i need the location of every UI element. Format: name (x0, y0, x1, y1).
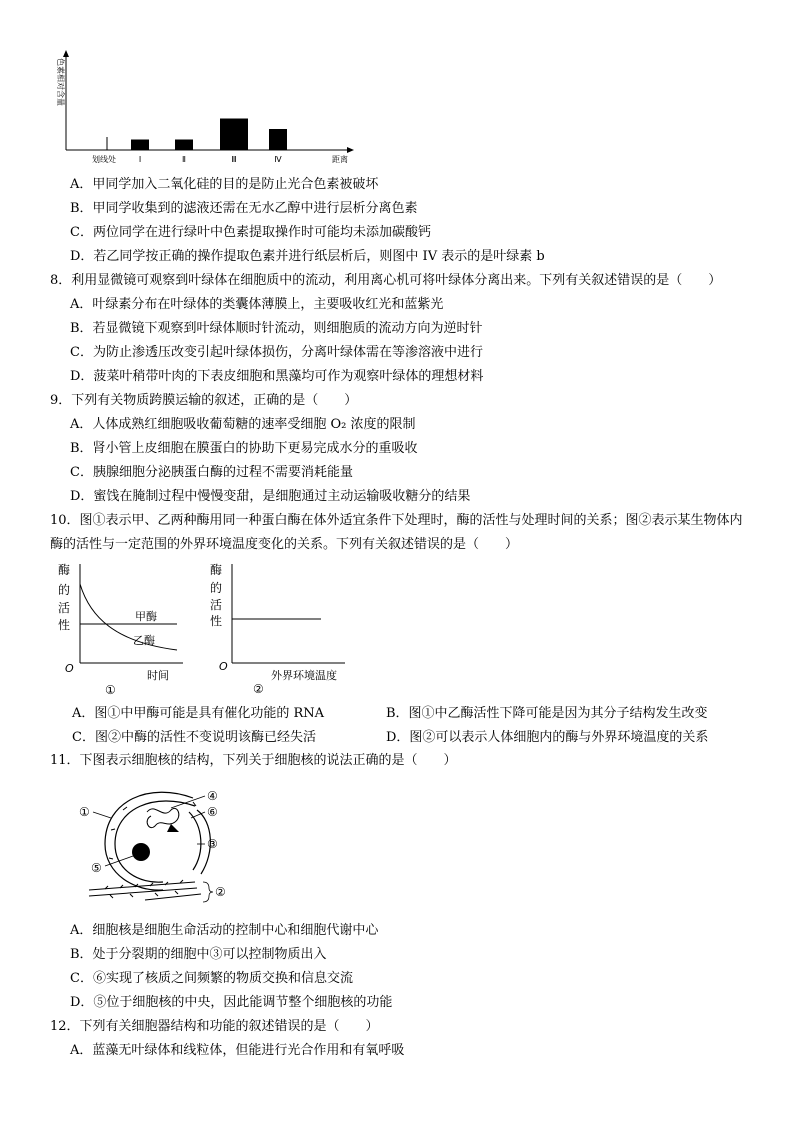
chart1-caption: ① (105, 683, 116, 697)
label-1: ① (79, 805, 90, 819)
chart1-ylabel-3: 活 (58, 601, 71, 615)
q8-stem: 8．利用显微镜可观察到叶绿体在细胞质中的流动，利用离心机可将叶绿体分离出来。下列有关叙述错误的是（ ） (50, 273, 722, 288)
q10-option-d: D．图②可以表示人体细胞内的酶与外界环境温度的关系 (386, 730, 709, 745)
chart1-ylabel-1: 酶 (58, 563, 71, 577)
q7-option-d: D．若乙同学按正确的操作提取色素并进行纸层析后，则图中 IV 表示的是叶绿素 b (70, 249, 545, 264)
chart2-ylabel-4: 性 (210, 614, 223, 628)
chart2-ylabel-2: 的 (210, 581, 223, 595)
chart1-xlabel: 时间 (147, 669, 169, 682)
chart-ylabel: 色素相对含量 (56, 58, 65, 106)
nucleus-diagram (75, 782, 235, 910)
tick-label-3: Ⅲ (231, 155, 237, 164)
chart2-origin: O (219, 660, 228, 673)
q11-stem: 11．下图表示细胞核的结构，下列关于细胞核的说法正确的是（ ） (50, 753, 457, 768)
q8-option-d: D．菠菜叶稍带叶肉的下表皮细胞和黑藻均可作为观察叶绿体的理想材料 (70, 369, 484, 384)
q10-stem: 10．图①表示甲、乙两种酶用同一种蛋白酶在体外适宜条件下处理时，酶的活性与处理时间的关系；图②表示某生物体内酶的活性与一定范围的外界环境温度变化的关系。下列有关叙述错误的是（ ） (50, 513, 743, 552)
x-axis-arrow (347, 147, 354, 153)
chromatin-arrowhead (167, 824, 179, 832)
series-yi-label: 乙酶 (133, 634, 155, 647)
series-jia-label: 甲酶 (135, 610, 157, 623)
q11-option-c: C．⑥实现了核质之间频繁的物质交换和信息交流 (70, 971, 353, 986)
q10-option-b: B．图①中乙酶活性下降可能是因为其分子结构发生改变 (386, 706, 708, 721)
bar-4 (269, 129, 287, 150)
brace-2 (203, 882, 213, 902)
q7-option-b: B．甲同学收集到的滤液还需在无水乙醇中进行层析分离色素 (70, 201, 418, 216)
q11-option-b: B．处于分裂期的细胞中③可以控制物质出入 (70, 947, 327, 962)
nucleolus (132, 843, 150, 861)
label-6: ⑥ (207, 805, 218, 819)
bar-3 (220, 119, 248, 151)
enzyme-chart-1 (55, 562, 195, 700)
leader-1 (93, 812, 111, 818)
enzyme-chart-2 (205, 562, 365, 700)
bar-1 (131, 140, 149, 151)
bar-2 (175, 140, 193, 151)
q9-option-d: D．蜜饯在腌制过程中慢慢变甜，是细胞通过主动运输吸收糖分的结果 (70, 489, 471, 504)
q8-option-c: C．为防止渗透压改变引起叶绿体损伤，分离叶绿体需在等渗溶液中进行 (70, 345, 483, 360)
chart2-ylabel-1: 酶 (210, 563, 223, 577)
chart2-ylabel-3: 活 (210, 598, 223, 612)
q8-option-a: A．叶绿素分布在叶绿体的类囊体薄膜上，主要吸收红光和蓝紫光 (70, 297, 444, 312)
label-5: ⑤ (91, 861, 102, 875)
tick-label-1: Ⅰ (138, 155, 142, 164)
label-3: ③ (207, 837, 218, 851)
q11-option-a: A．细胞核是细胞生命活动的控制中心和细胞代谢中心 (70, 923, 379, 938)
label-4: ④ (207, 789, 218, 803)
tick-label-2: Ⅱ (182, 155, 186, 164)
q10-option-c: C．图②中酶的活性不变说明该酶已经失活 (72, 730, 316, 745)
q9-option-b: B．肾小管上皮细胞在膜蛋白的协助下更易完成水分的重吸收 (70, 441, 418, 456)
endoplasmic-reticulum (89, 882, 201, 900)
nuclear-envelope-inner (115, 801, 195, 882)
q9-option-a: A．人体成熟红细胞吸收葡萄糖的速率受细胞 O₂ 浓度的限制 (70, 417, 416, 432)
q12-stem: 12．下列有关细胞器结构和功能的叙述错误的是（ ） (50, 1019, 379, 1034)
pigment-chart (40, 48, 370, 168)
chart1-ylabel-2: 的 (58, 583, 71, 597)
nuclear-pore-marks (109, 802, 196, 859)
chart1-ylabel-4: 性 (58, 618, 71, 632)
q10-option-a: A．图①中甲酶可能是具有催化功能的 RNA (72, 706, 325, 721)
q11-option-d: D．⑤位于细胞核的中央，因此能调节整个细胞核的功能 (70, 995, 393, 1010)
q7-option-c: C．两位同学在进行绿叶中色素提取操作时可能均未添加碳酸钙 (70, 225, 431, 240)
series-yi-curve (80, 584, 177, 650)
chromatin (147, 808, 179, 827)
q7-option-a: A．甲同学加入二氧化硅的目的是防止光合色素被破坏 (70, 177, 379, 192)
label-2: ② (215, 885, 226, 899)
tick-label-4: Ⅳ (274, 155, 282, 164)
q8-option-b: B．若显微镜下观察到叶绿体顺时针流动，则细胞质的流动方向为逆时针 (70, 321, 483, 336)
q9-option-c: C．胰腺细胞分泌胰蛋白酶的过程不需要消耗能量 (70, 465, 353, 480)
nuclear-envelope-outer (105, 792, 193, 890)
leader-5 (105, 856, 133, 866)
q12-option-a: A．蓝藻无叶绿体和线粒体，但能进行光合作用和有氧呼吸 (70, 1043, 405, 1058)
origin-label: 划线处 (92, 155, 116, 164)
chart-xlabel: 距离 (332, 155, 348, 164)
chart2-xlabel: 外界环境温度 (271, 669, 337, 682)
y-axis-arrow (63, 50, 69, 57)
chart1-origin: O (65, 662, 74, 675)
q9-stem: 9．下列有关物质跨膜运输的叙述，正确的是（ ） (50, 393, 358, 408)
chart2-caption: ② (253, 682, 264, 696)
